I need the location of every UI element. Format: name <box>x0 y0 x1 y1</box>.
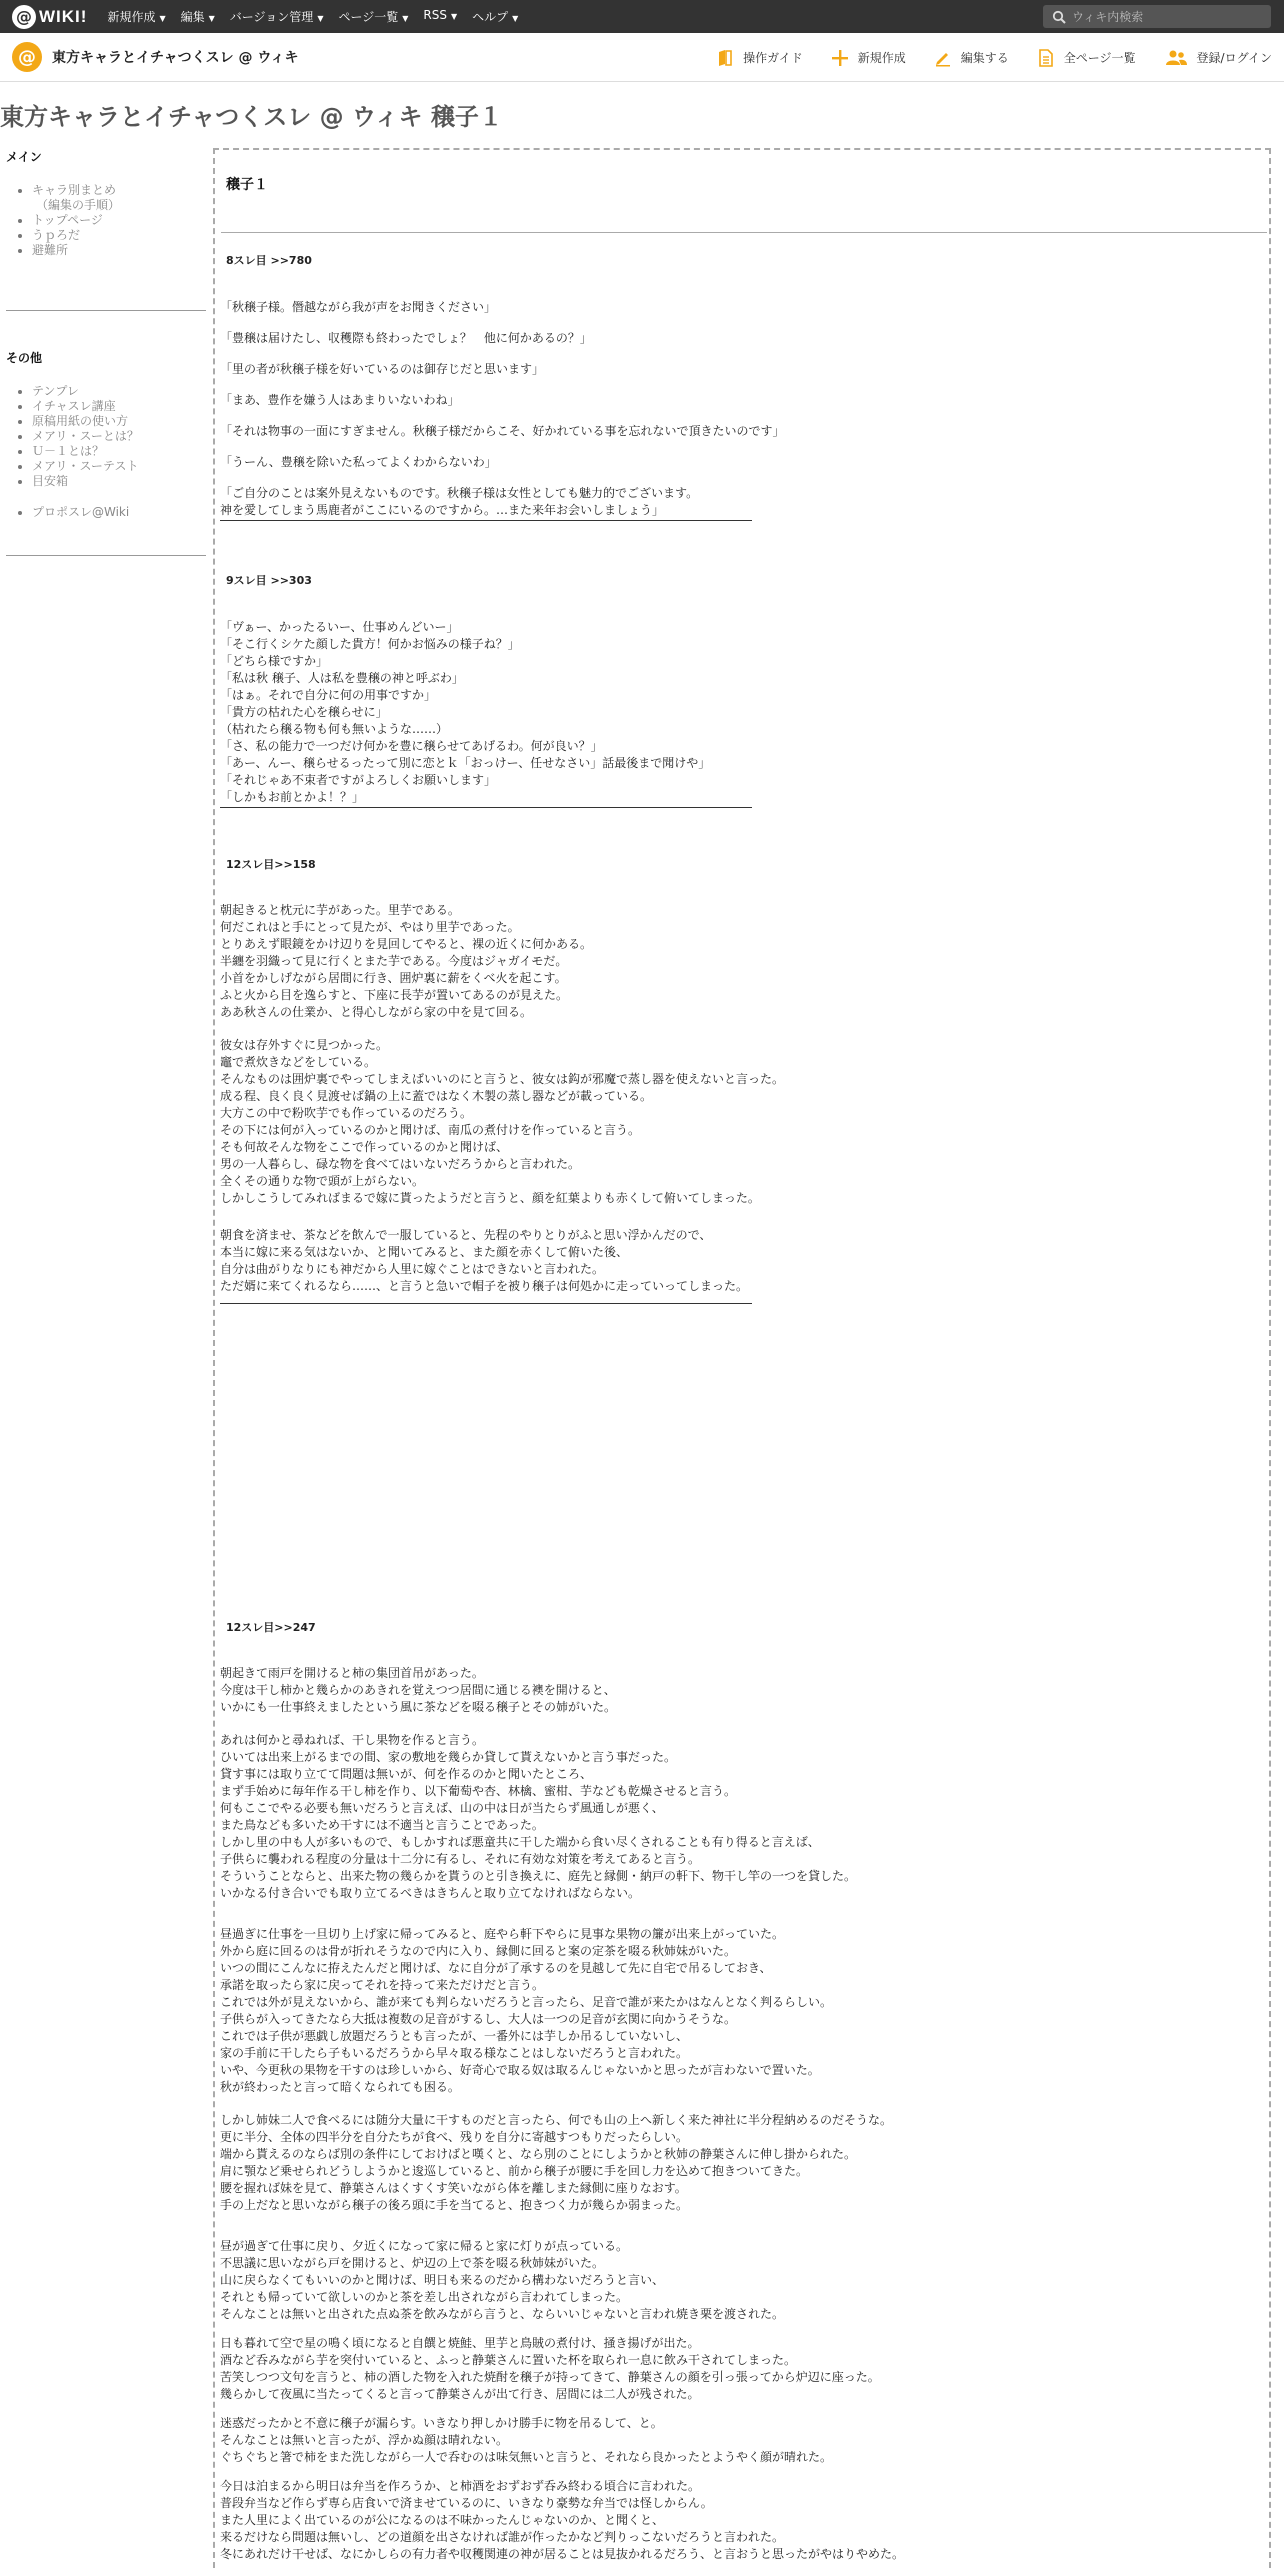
guide-button[interactable] <box>716 49 803 67</box>
section-title: 9スレ目 >>303 <box>226 574 312 587</box>
section-title: 12スレ目>>158 <box>226 858 316 871</box>
story-section <box>220 252 1265 521</box>
edit-label: 編集する <box>960 51 1009 65</box>
menu-edit-label: 編集 <box>180 10 205 24</box>
menu-help-label: ヘルプ <box>472 10 509 24</box>
sidebar-item-marysue[interactable]: メアリ・スーとは？ <box>32 429 139 443</box>
sidebar-item-marysue-test[interactable]: メアリ・スーテスト <box>32 459 139 473</box>
logo-text: WIKI! <box>39 6 88 26</box>
story-paragraph: 朝起きると枕元に芋があった。里芋である。 何だこれはと手にとって見たが、やはり里芋であった。 とりあえず眼鏡をかけ辺りを見回してやると、裸の近くに何かある。 半纏を羽織って見に行くとまた芋である。今度はジャガイモだ。 小首をかしげながら居間に行き、囲炉裏に薪をくべ火を起こす。 ふと火から目を逸らすと、下座に長芋が置いてあるのが見えた。 ああ秋さんの仕業か、と得心しながら家の中を見て回る。 <box>220 903 593 1019</box>
story-paragraph: 昼が過ぎて仕事に戻り、夕近くになって家に帰ると家に灯りが点っている。 不思議に思いながら戸を開けると、炉辺の上で茶を啜る秋姉妹がいた。 山に戻らなくてもいいのかと聞けば、明日も来るのだから構わないだろうと言い、 それとも帰っていて欲しいのかと茶を差し出されながら言われてしまった。 そんなことは無いと出された点ぬ茶を飲みながら言うと、ならいいじゃないと言われ焼き栗を渡された。 <box>220 2239 785 2321</box>
plus-icon <box>831 49 849 67</box>
story-paragraph: 「うーん、豊穣を除いた私ってよくわからないわ」 <box>220 455 497 469</box>
all-pages-button[interactable] <box>1037 49 1136 67</box>
story-paragraph: 「里の者が秋穣子様を好いているのは御存じだと思います」 <box>220 362 545 376</box>
story-section <box>220 1619 1265 2563</box>
sidebar-item-course[interactable]: イチャスレ講座 <box>32 399 116 413</box>
story-paragraph: 迷惑だったかと不意に穣子が漏らす。いきなり押しかけ勝手に物を吊るして、と。 そんなことは無いと言ったが、浮かぬ顔は晴れない。 ぐちぐちと箸で柿をまた洗しながら一人で呑むのは味気無いと言うと、それなら良かったとようやく顔が晴れた。 <box>220 2416 833 2464</box>
sidebar-item-refuge[interactable]: 避難所 <box>32 243 69 257</box>
story-paragraph: 「豊穣は届けたし、収穫際も終わったでしょ？ 他に何かあるの？」 <box>220 331 592 345</box>
sidebar-item <box>32 474 206 489</box>
site-header <box>0 33 1284 82</box>
menu-pagelist-label: ページ一覧 <box>338 10 399 24</box>
caret-down-icon: ▼ <box>208 14 215 23</box>
caret-down-icon: ▼ <box>450 12 458 21</box>
caret-down-icon: ▼ <box>317 14 324 23</box>
section-separator <box>220 520 752 521</box>
edit-button[interactable] <box>934 49 1009 67</box>
site-logo-icon[interactable]: @ <box>12 42 42 72</box>
global-nav-bar <box>0 0 1284 33</box>
sidebar-item-u1[interactable]: Ｕ－１とは？ <box>32 444 105 458</box>
story-paragraph: 朝食を済ませ、茶などを飲んで一服していると、先程のやりとりがふと思い浮かんだので、 本当に嫁に来る気はないか、と聞いてみると、また顔を赤くして俯いた後、 自分は曲がりなりにも神だから人里に嫁ぐことはできないと言われた。 ただ婿に来てくれるなら……、と言うと急いで帽子を被り穣子は何処かに走っていってしまった。 <box>220 1228 749 1293</box>
page-title: 東方キャラとイチャつくスレ @ ウィキ 穣子１ <box>0 103 503 131</box>
sidebar-item <box>32 414 206 429</box>
menu-version-label: バージョン管理 <box>229 10 314 24</box>
story-paragraph: 今日は泊まるから明日は弁当を作ろうか、と柿酒をおずおず呑み終わる頃合に言われた。 普段弁当など作らず専ら店食いで済ませているのに、いきなり豪勢な弁当では怪しからん。 また人里によく出ているのが公になるのは不味かったんじゃないのか、と聞くと、 来るだけなら問題は無いし、どの道顔を出さなければ誰が作ったかなど判りっこないだろうと言われた。 冬にあれだけ干せば、なにかしらの有力者や収穫関連の神が居ることは見抜かれるだろう、と言おうと思ったがやはりやめた。 <box>220 2479 905 2561</box>
story-paragraph: 朝起きて雨戸を開けると柿の集団首吊があった。 今度は干し柿かと幾らかのあきれを覚えつつ居間に通じる襖を開けると、 いかにも一仕事終えましたという風に茶などを啜る穣子とその姉がいた。 <box>220 1666 617 1714</box>
login-button[interactable] <box>1164 49 1272 67</box>
sidebar-main-list <box>32 183 206 258</box>
login-label: 登録/ログイン <box>1196 51 1272 65</box>
search-icon <box>1052 10 1066 24</box>
menu-version[interactable] <box>230 8 324 25</box>
section-separator <box>220 807 752 808</box>
menu-new[interactable] <box>107 8 165 25</box>
section-title: 8スレ目 >>780 <box>226 254 312 267</box>
sidebar-item <box>32 399 206 414</box>
search-input[interactable] <box>1043 5 1271 28</box>
story-paragraph: 「ヴぁー、かったるいー、仕事めんどいー」 「そこ行くシケた顔した貴方！何かお悩みの様子ね？」 「どちら様ですか」 「私は秋 穣子、人は私を豊穣の神と呼ぶわ」 「はぁ。それで自分に何の用事ですか」 「貴方の枯れた心を穣らせに」 （枯れたら穣る物も何も無いような……） 「さ、私の能力で一つだけ何かを豊に穣らせてあげるわ。何が良い？」 「あー、んー、穣らせるったって別に恋とｋ「おっけー、任せなさい」話最後まで聞けや」 「それじゃあ不束者ですがよろしくお願いします」 「しかもお前とかよ！？」 <box>220 620 711 804</box>
story-section <box>220 856 1265 1304</box>
story-paragraph: 「それは物事の一面にすぎません。秋穣子様だからこそ、好かれている事を忘れないで頂きたいのです」 <box>220 424 785 438</box>
sidebar-extra-list <box>32 505 206 520</box>
pencil-icon <box>934 49 952 67</box>
sidebar-item-edit-steps[interactable]: （編集の手順） <box>36 198 121 212</box>
story-paragraph: 昼過ぎに仕事を一旦切り上げ家に帰ってみると、庭やら軒下やらに見事な果物の簾が出来上がっていた。 外から庭に回るのは骨が折れそうなので内に入り、縁側に回ると案の定茶を啜る秋姉妹がいた。 いつの間にこんなに拵えたんだと聞けば、なに自分が了承するのを見越して先に自宅で吊るしておき、 承諾を取ったら家に戻ってそれを持って来ただけだと言う。 これでは外が見えないから、誰が来ても判らないだろうと言ったら、足音で誰が来たかはなんとなく判るらしい。 子供らが入ってきたなら大抵は複数の足音がするし、大人は一つの足音が玄関に向かうそうな。 これでは子供が悪戯し放題だろうとも言ったが、一番外には芋しか吊るしていないし、 家の手前に干したら子もいるだろうから早々取る様なことはしないだろうと言われた。 いや、今更秋の果物を干すのは珍しいから、好奇心で取る奴は取るんじゃないかと思ったが言わないで置いた。 秋が終わったと言って暗くなられても困る。 <box>220 1927 833 2094</box>
story-paragraph: 「ご自分のことは案外見えないものです。秋穣子様は女性としても魅力的でございます。 神を愛してしまう馬鹿者がここにいるのですから。…また来年お会いしましょう」 <box>220 486 699 517</box>
new-page-button[interactable] <box>831 49 906 67</box>
sidebar-item <box>32 429 206 444</box>
content-heading: 穣子１ <box>226 177 268 193</box>
sidebar-item <box>32 444 206 459</box>
guide-label: 操作ガイド <box>743 51 803 65</box>
all-pages-label: 全ページ一覧 <box>1063 51 1136 65</box>
story-paragraph: 彼女は存外すぐに見つかった。 竈で煮炊きなどをしている。 そんなものは囲炉裏でやってしまえばいいのにと言うと、彼女は鈎が邪魔で蒸し器を使えないと言った。 成る程、良く良く見渡せば鍋の上に蓋ではなく木製の蒸し器などが載っている。 大方この中で粉吹芋でも作っているのだろう。 その下には何が入っているのかと聞けば、南瓜の煮付けを作っていると言う。 そも何故そんな物をここで作っているのかと聞けば、 男の一人暮らし、碌な物を食べてはいないだろうからと言われた。 全くその通りな物で頭が上がらない。 しかしこうしてみればまるで嫁に貰ったようだと言うと、顔を紅葉よりも赤くして俯いてしまった。 <box>220 1038 785 1205</box>
sidebar-item-manuscript[interactable]: 原稿用紙の使い方 <box>32 414 129 428</box>
sidebar-item <box>32 243 206 258</box>
sidebar-other-heading: その他 <box>6 351 43 365</box>
users-icon <box>1164 49 1188 67</box>
site-tools <box>688 33 1272 82</box>
book-icon <box>716 49 734 67</box>
sidebar-divider <box>6 555 206 556</box>
sidebar-item-uploader[interactable]: うｐろだ <box>32 228 81 242</box>
top-menu <box>107 8 533 25</box>
story-paragraph: あれは何かと尋ねれば、干し果物を作ると言う。 ひいては出来上がるまでの間、家の敷地を幾らか貸して貰えないかと言う事だった。 貸す事には取り立てて問題は無いが、何を作るのかと聞いたところ、 まず手始めに毎年作る干し柿を作り、以下葡萄や杏、林檎、蜜柑、芋なども乾燥させると言う。 何もここでやる必要も無いだろうと言えば、山の中は日が当たらず風通しが悪く、 また鳥なども多いため干すには不適当と言うことであった。 しかし里の中も人が多いもので、もしかすれば悪童共に干した端から食い尽くされることも有り得ると言えば、 子供らに襲われる程度の分量は十二分に有るし、それに有効な対策を考えてあると言う。 そういうことならと、出来た物の幾らかを貰うのと引き換えに、庭先と縁側・納戸の軒下、物干し竿の一つを貸した。 いかなる付き合いでも取り立てるべきはきちんと取り立てなければならない。 <box>220 1733 857 1900</box>
caret-down-icon: ▼ <box>402 14 409 23</box>
sidebar-divider <box>6 310 206 311</box>
menu-rss-label: RSS <box>423 8 447 22</box>
sidebar-item-template[interactable]: テンプレ <box>32 384 79 398</box>
caret-down-icon: ▼ <box>159 14 166 23</box>
sidebar-item <box>32 183 206 213</box>
sidebar-item-top[interactable]: トップページ <box>32 213 103 227</box>
sidebar-item <box>32 505 206 520</box>
sidebar-item-chara[interactable]: キャラ別まとめ <box>32 183 117 197</box>
story-paragraph: しかし姉妹二人で食べるには随分大量に干すものだと言ったら、何でも山の上へ新しく来た神社に半分程納めるのだそうな。 更に半分、全体の四半分を自分たちが食べ、残りを自分に寄越すつもりだったらしい。 端から貰えるのならば別の条件にしておけばと嘆くと、なら別のことにしようかと秋姉の静葉さんに伸し掛かられた。 肩に顎など乗せられどうしようかと逡巡していると、前から穣子が腰に手を回し力を込めて抱きついてきた。 腰を握れば妹を見て、静葉さんはくすくす笑いながら体を離しまた縁側に座りなおす。 手の上だなと思いながら穣子の後ろ頭に手を当てると、抱きつく力が幾らか弱まった。 <box>220 2113 893 2212</box>
sidebar-item <box>32 213 206 228</box>
section-separator <box>220 1303 752 1304</box>
sidebar-main-heading: メイン <box>6 150 42 164</box>
document-icon <box>1037 49 1055 67</box>
menu-pagelist[interactable] <box>338 8 408 25</box>
story-paragraph: 「まあ、豊作を嫌う人はあまりいないわね」 <box>220 393 460 407</box>
menu-edit[interactable] <box>181 8 215 25</box>
section-title: 12スレ目>>247 <box>226 1621 316 1634</box>
sidebar-item <box>32 459 206 474</box>
story-section <box>220 572 1265 808</box>
story-paragraph: 日も暮れて空で星の鳴く頃になると自饌と焼鮭、里芋と鳥賊の煮付け、掻き揚げが出た。 酒など呑みながら芋を突付いていると、ふっと静葉さんに置いた杯を取られ一息に飲み干されてしまった。 苦笑しつつ文句を言うと、柿の酒した物を入れた焼酎を穣子が持ってきて、静葉さんの顔を引っ張ってから炉辺に座った。 幾らかして夜風に当たってくると言って静葉さんが出て行き、居間には二人が残された。 <box>220 2336 880 2401</box>
main-content <box>213 148 1271 2568</box>
menu-rss[interactable] <box>423 8 457 25</box>
caret-down-icon: ▼ <box>512 14 519 23</box>
sidebar-item <box>32 228 206 243</box>
search-placeholder: ウィキ内検索 <box>1072 10 1144 24</box>
menu-help[interactable] <box>472 8 518 25</box>
new-page-label: 新規作成 <box>857 51 906 65</box>
atwiki-logo[interactable] <box>12 0 87 33</box>
sidebar-item-propose[interactable]: プロポスレ@Wiki <box>32 505 130 519</box>
at-logo-icon: @ <box>12 5 36 29</box>
story-paragraph: 「秋穣子様。僭越ながら我が声をお聞きください」 <box>220 300 497 314</box>
sidebar-other-list <box>32 384 206 489</box>
site-name[interactable]: 東方キャラとイチャつくスレ @ ウィキ <box>52 50 299 66</box>
sidebar-item <box>32 384 206 399</box>
menu-new-label: 新規作成 <box>107 10 156 24</box>
sidebar-item-suggestion-box[interactable]: 目安箱 <box>32 474 69 488</box>
sidebar <box>6 148 206 556</box>
heading-divider <box>221 232 1267 233</box>
